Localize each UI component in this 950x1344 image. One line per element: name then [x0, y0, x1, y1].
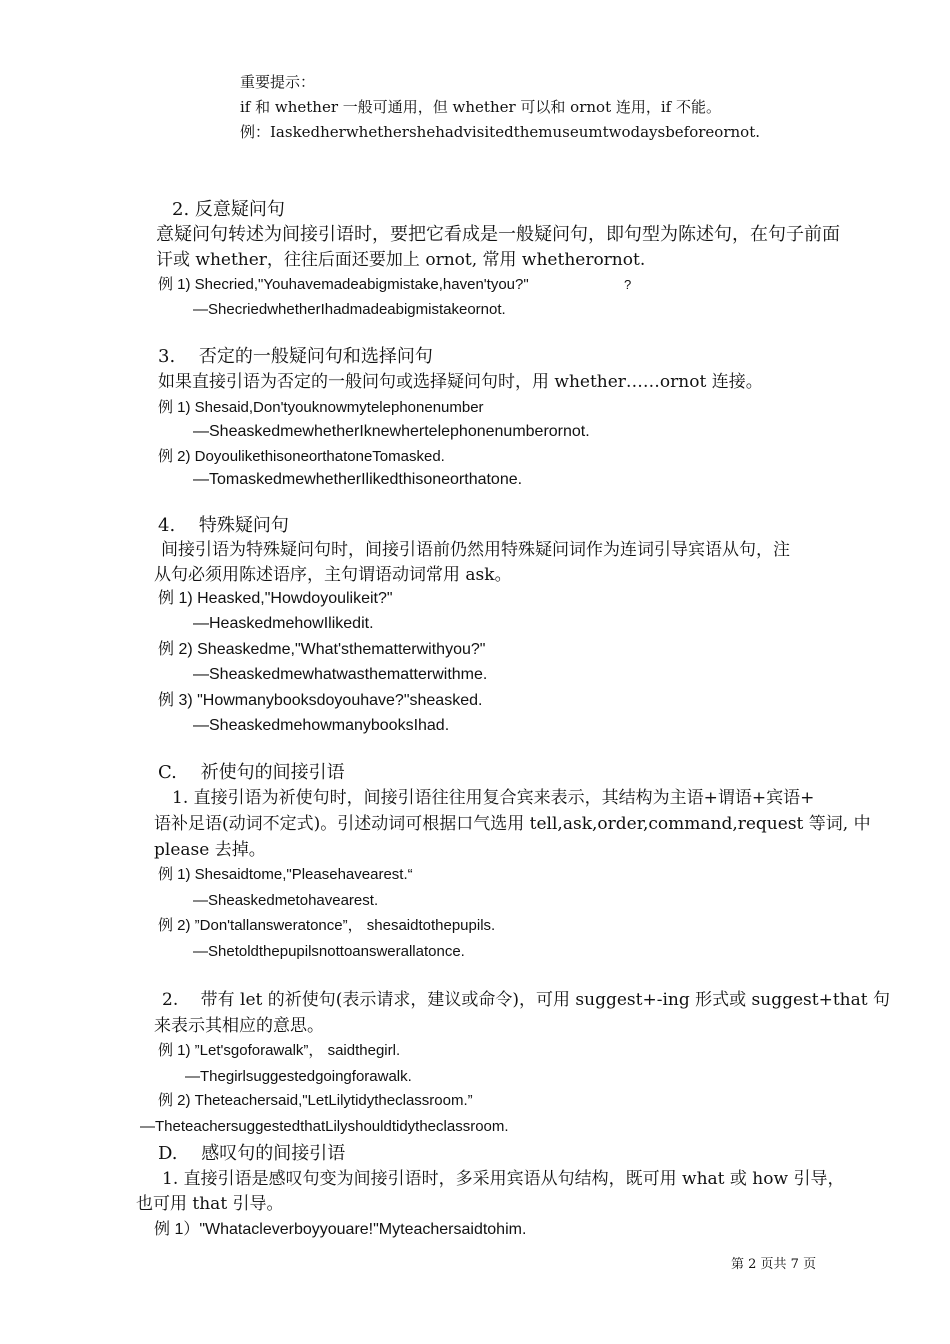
section-4-example-1: 例 1) Heasked,"Howdoyoulikeit?" [158, 590, 393, 607]
section-4-example-1-answer: —HeaskedmehowIlikedit. [193, 615, 374, 632]
section-2-example-1-mark: ? [624, 277, 632, 292]
tip-title: 重要提示： [240, 73, 316, 91]
section-2-example-1-answer: —ShecriedwhetherIhadmadeabigmistakeornot. [193, 301, 506, 318]
section-c-example-3-answer: —Thegirlsuggestedgoingforawalk. [185, 1068, 412, 1085]
section-c-point-2-line-2: 来表示其相应的意思。 [154, 1016, 324, 1036]
section-3-body-1: 如果直接引语为否定的一般问句或选择疑问句时，用 whether……ornot 连接。 [158, 372, 763, 392]
section-3-example-2: 例 2) DoyoulikethisoneorthatoneTomasked. [158, 448, 445, 465]
section-4-body-2: 从句必须用陈述语序，主句谓语动词常用 ask。 [154, 565, 512, 585]
section-4-heading: 4. 特殊疑问句 [158, 515, 289, 536]
tip-line-1: if 和 whether 一般可通用，但 whether 可以和 ornot 连用，if 不能。 [240, 98, 721, 116]
section-c-example-1-answer: —Sheaskedmetohavearest. [193, 892, 379, 909]
section-4-example-2: 例 2) Sheaskedme,"What'sthematterwithyou?" [158, 641, 486, 658]
section-c-example-1: 例 1) Shesaidtome,"Pleasehavearest.“ [158, 866, 413, 883]
section-d-example-1: 例 1）"Whatacleverboyyouare!"Myteachersaidtohim. [154, 1221, 527, 1238]
section-c-body-2: 语补足语(动词不定式)。引述动词可根据口气选用 tell,ask,order,command,request 等词, 中 [154, 814, 871, 834]
section-2-heading: 2. 反意疑问句 [172, 199, 285, 220]
tip-line-2: 例：Iaskedherwhethershehadvisitedthemuseumtwodaysbeforeornot. [240, 123, 760, 141]
section-c-heading: C. 祈使句的间接引语 [158, 762, 345, 783]
section-c-example-4: 例 2) Theteachersaid,"LetLilytidytheclassroom.” [158, 1092, 473, 1109]
section-d-heading: D. 感叹句的间接引语 [158, 1143, 346, 1164]
section-3-example-1: 例 1) Shesaid,Don'tyouknowmytelephonenumber [158, 399, 484, 416]
section-d-body-2: 也可用 that 引导。 [136, 1194, 284, 1214]
section-4-example-2-answer: —Sheaskedmewhatwasthematterwithme. [193, 666, 488, 683]
section-2-body-2: 讦或 whether，往往后面还要加上 ornot, 常用 whetherornot. [156, 250, 646, 270]
section-2-body-1: 意疑问句转述为间接引语时，要把它看成是一般疑问句，即句型为陈述句，在句子前面 [156, 224, 840, 245]
section-3-heading: 3. 否定的一般疑问句和选择问句 [158, 346, 433, 367]
section-3-example-1-answer: —SheaskedmewhetherIknewhertelephonenumberornot. [193, 423, 590, 440]
page-number: 第 2 页共 7 页 [731, 1257, 817, 1272]
section-c-body-3: please 去掉。 [154, 840, 266, 860]
section-c-point-2-line-1: 2. 带有 let 的祈使句(表示请求，建议或命令)，可用 suggest+-ing 形式或 suggest+that 句 [162, 990, 890, 1010]
section-c-example-4-answer: —TheteachersuggestedthatLilyshouldtidytheclassroom. [140, 1118, 509, 1135]
section-4-example-3-answer: —SheaskedmehowmanybooksIhad. [193, 717, 450, 734]
section-c-example-2-answer: —Shetoldthepupilsnottoanswerallatonce. [193, 943, 465, 960]
section-2-example-1: 例 1) Shecried,"Youhavemadeabigmistake,haven'tyou?" [158, 276, 529, 293]
section-4-body-1: 间接引语为特殊疑问句时，间接引语前仍然用特殊疑问词作为连词引导宾语从句，注 [161, 540, 790, 560]
section-c-example-2: 例 2) ”Don'tallansweratonce”， shesaidtothepupils. [158, 917, 496, 934]
section-d-body-1: 1. 直接引语是感叹句变为间接引语时，多采用宾语从句结构，既可用 what 或 how 引导， [162, 1169, 845, 1189]
section-c-body-1: 1. 直接引语为祈使句时，间接引语往往用复合宾来表示，其结构为主语+谓语+宾语+ [172, 788, 815, 808]
section-3-example-2-answer: —TomaskedmewhetherIlikedthisoneorthatone. [193, 471, 523, 488]
section-4-example-3: 例 3) "Howmanybooksdoyouhave?"sheasked. [158, 692, 483, 709]
section-c-example-3: 例 1) ”Let'sgoforawalk”， saidthegirl. [158, 1042, 401, 1059]
